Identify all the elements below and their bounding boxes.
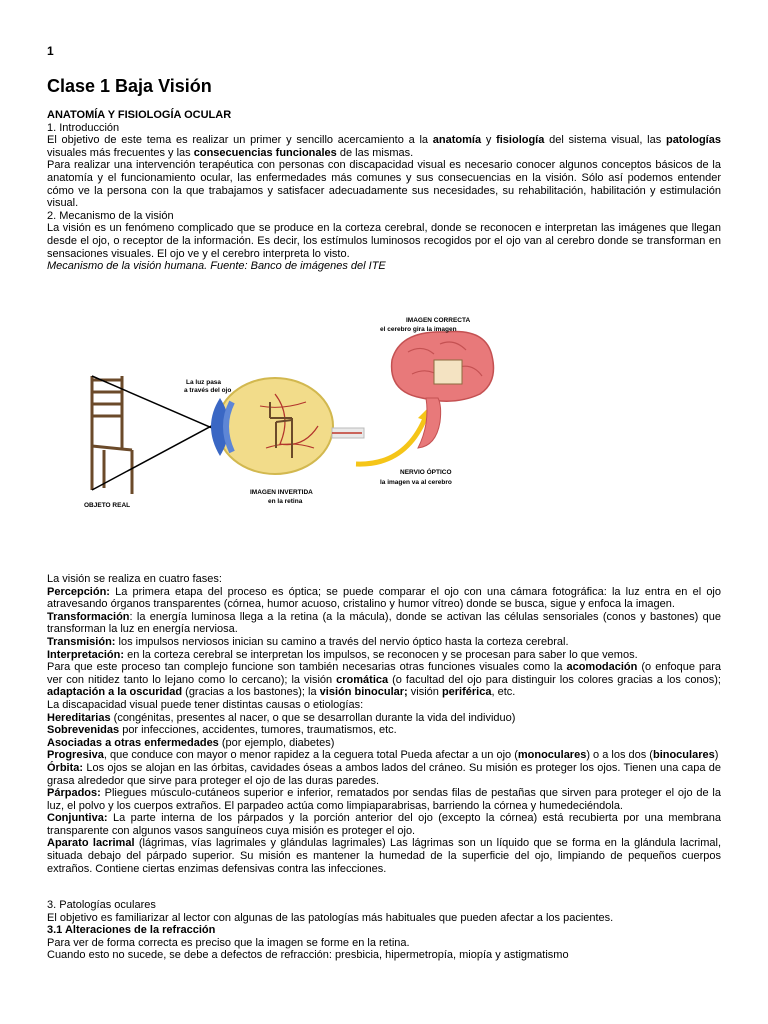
label-real-object: OBJETO REAL xyxy=(84,502,131,509)
anatomy-section xyxy=(47,109,721,273)
figure-caption: Mecanismo de la visión humana. Fuente: Banco de imágenes del ITE xyxy=(47,260,386,273)
pathologies-intro: El objetivo es familiarizar al lector con algunas de las patologías más habituales que pueden afectar a los pacientes. xyxy=(47,911,614,924)
optic-nerve xyxy=(332,428,364,438)
pathologies-section xyxy=(47,899,721,962)
chair-illustration xyxy=(92,376,132,494)
yellow-arrow xyxy=(356,416,426,464)
intro-paragraph-1: El objetivo de este tema es realizar un primer y sencillo acercamiento a la anatomía y fisiología del sistema visual, las patologías visuales más frecuentes y las consecuencias funcionales de las mismas. xyxy=(47,134,721,159)
phases-intro: La visión se realiza en cuatro fases: xyxy=(47,573,222,585)
structure-conjuntiva: Conjuntiva: La parte interna de los párpados y la porción anterior del ojo (excepto la córnea) está recubierta por una membrana transparente con algunos vasos sanguíneos cuya misión es proteger el ojo. xyxy=(47,812,721,837)
structure-parpados: Párpados: Pliegues músculo-cutáneos superior e inferior, rematados por sendas filas de pestañas que sirven para proteger el ojo de la luz, el polvo y los cuerpos extraños. El parpadeo actúa como limpiaparabrisas, barriendo la córnea y humedeciéndola. xyxy=(47,787,721,812)
phase-transmision: Transmisión: los impulsos nerviosos inician su camino a través del nervio óptico hasta la corteza cerebral. xyxy=(47,635,569,648)
mechanism-heading: 2. Mecanismo de la visión xyxy=(47,209,174,222)
pathologies-heading: 3. Patologías oculares xyxy=(47,899,156,911)
cause-sobrevenidas: Sobrevenidas por infecciones, accidentes, tumores, traumatismos, etc. xyxy=(47,724,397,737)
page-number: 1 xyxy=(47,44,54,58)
brain-illustration xyxy=(392,332,494,449)
visual-functions-paragraph: Para que este proceso tan complejo funcione son también necesarias otras funciones visuales como la acomodación (o enfoque para ver con nitidez tanto lo lejano como lo cercano); la visión cromática (o facultad del ojo para distinguir los colores gracias a los conos); adaptación a la oscuridad (gracias a los bastones); la visión binocular; visión periférica, etc. xyxy=(47,661,721,699)
cause-hereditarias: Hereditarias (congénitas, presentes al nacer, o que se desarrollan durante la vida del individuo) xyxy=(47,711,516,724)
label-inverted-image-2: en la retina xyxy=(268,498,303,505)
cause-progresiva: Progresiva, que conduce con mayor o menor rapidez a la ceguera total Pueda afectar a un ojo (monoculares) o a los dos (binoculares) xyxy=(47,749,719,762)
structure-lacrimal: Aparato lacrimal (lágrimas, vías lagrimales y glándulas lagrimales) Las lágrimas son un líquido que se forma en la glándula lacrimal, situada debajo del párpado superior. Su misión es mantener la humedad de la superficie del ojo, limpiando de pequeños cuerpos extraños. Contiene ciertas enzimas defensivas contra las infecciones. xyxy=(47,837,722,875)
phases-section xyxy=(47,573,721,875)
document-title: Clase 1 Baja Visión xyxy=(47,76,212,96)
intro-heading: 1. Introducción xyxy=(47,121,120,134)
label-correct-image-2: el cerebro gira la imagen xyxy=(380,326,457,333)
label-optic-nerve-1: NERVIO ÓPTICO xyxy=(400,469,452,476)
anatomy-heading: ANATOMÍA Y FISIOLOGÍA OCULAR xyxy=(47,109,232,121)
causes-intro: La discapacidad visual puede tener distintas causas o etiologías: xyxy=(47,698,364,711)
label-light-passes-2: a través del ojo xyxy=(184,387,232,394)
phase-percepcion: Percepción: La primera etapa del proceso es óptica; se puede comparar el ojo con una cámara fotográfica: la luz entra en el ojo atravesando órganos transparentes (córnea, humor acuoso, cristalino y humor vítreo) donde se busca, sigue y enfoca la imagen. xyxy=(47,585,721,611)
vision-mechanism-figure xyxy=(70,298,500,520)
mechanism-paragraph: La visión es un fenómeno complicado que se produce en la corteza cerebral, donde se reconocen e interpretan las imágenes que llegan desde el ojo, o receptor de la información. Es decir, los estímulos luminosos recogidos por el ojo van al cerebro donde se transforman en sensaciones visuales. El ojo ve y el cerebro interpreta lo visto. xyxy=(47,222,721,260)
label-inverted-image-1: IMAGEN INVERTIDA xyxy=(250,489,313,496)
label-correct-image-1: IMAGEN CORRECTA xyxy=(406,317,471,324)
refraction-paragraph-1: Para ver de forma correcta es preciso que la imagen se forme en la retina. xyxy=(47,936,410,949)
refraction-paragraph-2: Cuando esto no sucede, se debe a defectos de refracción: presbicia, hipermetropía, miopía y astigmatismo xyxy=(47,949,569,962)
phase-interpretacion: Interpretación: en la corteza cerebral se interpretan los impulsos, se reconocen y se procesan para saber lo que vemos. xyxy=(47,648,638,661)
label-light-passes-1: La luz pasa xyxy=(186,379,222,386)
phase-transformacion: Transformación: la energía luminosa llega a la retina (a la mácula), donde se activan las células sensoriales (conos y bastones) que transforman la luz en energía nerviosa. xyxy=(47,610,721,636)
structure-orbita: Órbita: Los ojos se alojan en las órbitas, cavidades óseas a ambos lados del cráneo. Su misión es proteger los ojos. Tienen una capa de grasa alrededor que sirve para proteger el ojo de las duras paredes. xyxy=(47,761,721,787)
intro-paragraph-2: Para realizar una intervención terapéutica con personas con discapacidad visual es necesario conocer algunos conceptos básicos de la anatomía y el funcionamiento ocular, las enfermedades más comunes y sus consecuencias en la visión. Sólo así podemos entender cómo ve la persona con la que trabajamos y satisfacer adecuadamente sus necesidades, su rehabilitación, habilitación y estimulación visual. xyxy=(47,159,721,210)
label-optic-nerve-2: la imagen va al cerebro xyxy=(380,479,452,486)
cause-asociadas: Asociadas a otras enfermedades (por ejemplo, diabetes) xyxy=(47,736,335,749)
refraction-heading: 3.1 Alteraciones de la refracción xyxy=(47,924,216,937)
